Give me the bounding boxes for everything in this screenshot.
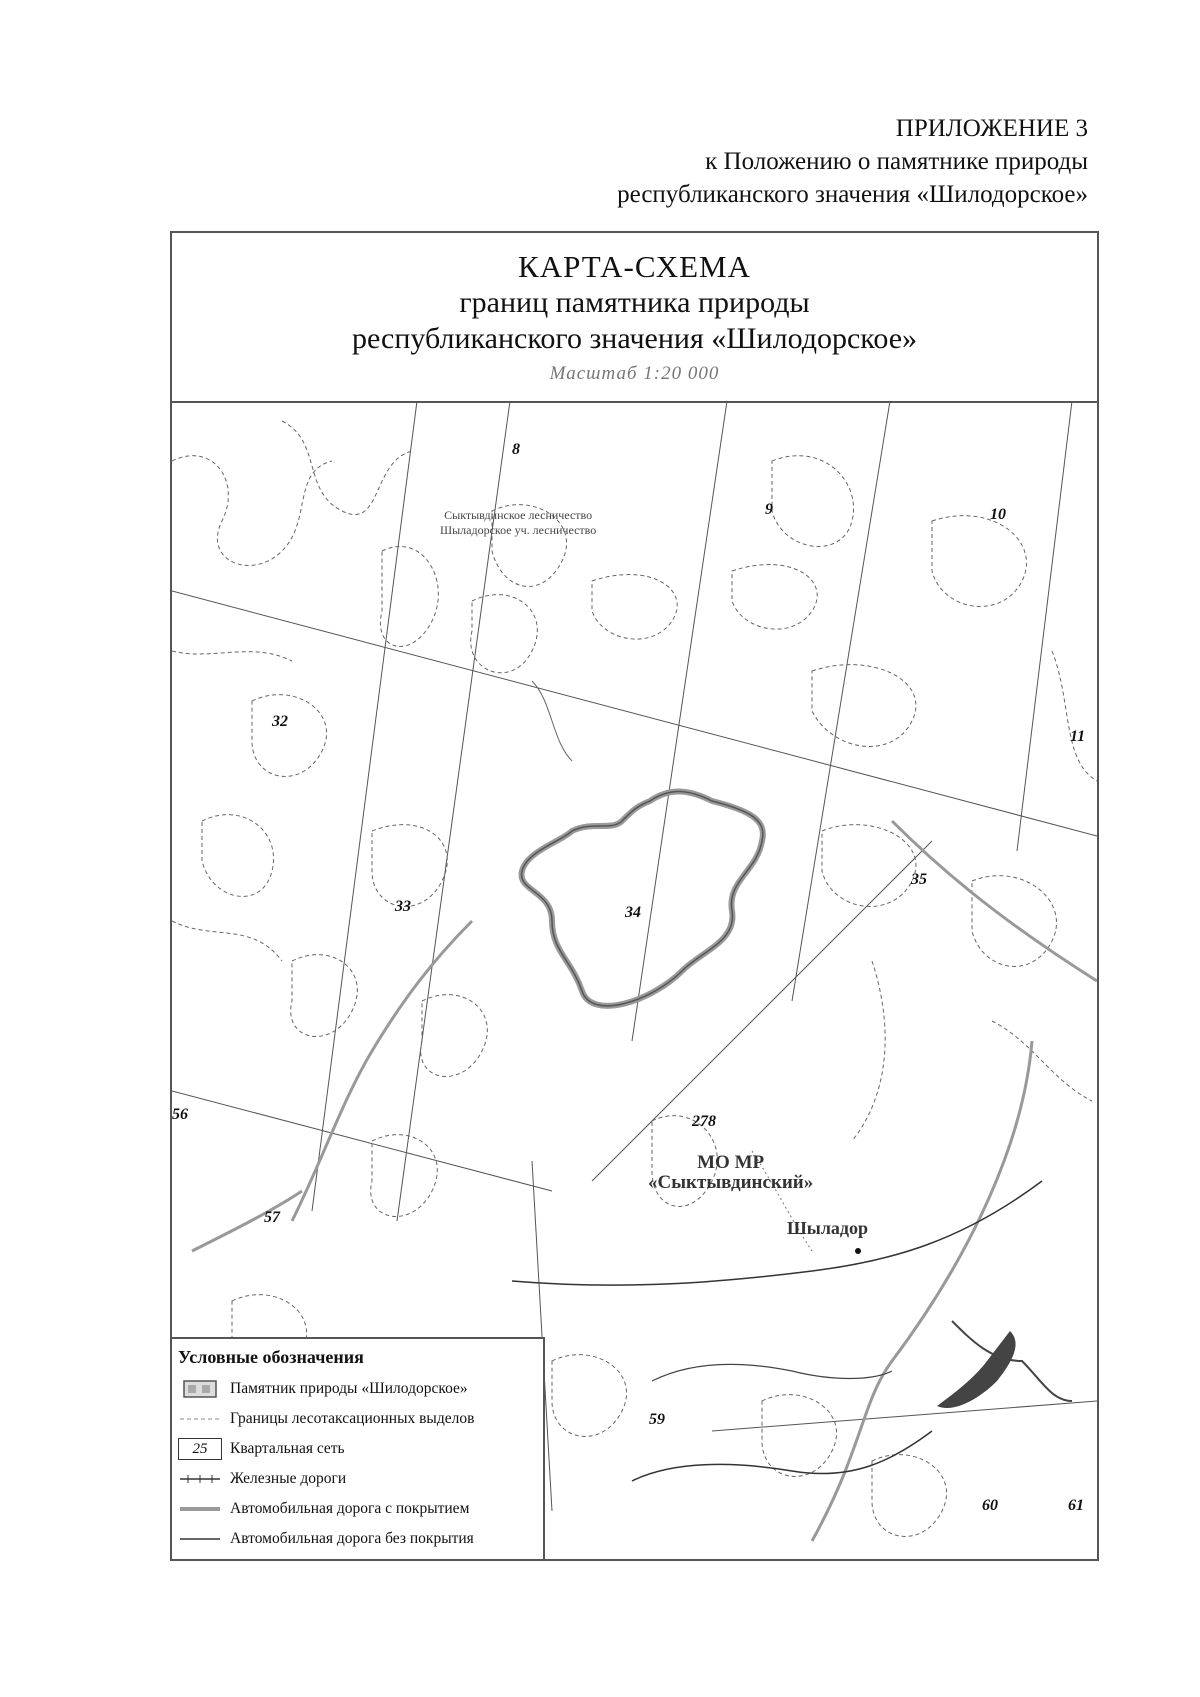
appendix-header — [617, 112, 1088, 211]
map-frame — [170, 231, 1099, 1561]
quarter-label: 35 — [911, 871, 927, 888]
unpaved-road-icon — [178, 1528, 222, 1550]
quarter-label: 61 — [1068, 1497, 1084, 1514]
legend-item-quarter-grid — [172, 1434, 543, 1464]
quarter-label-monument: 34 — [625, 904, 641, 921]
river-bank — [652, 1364, 892, 1381]
legend-item-monument — [172, 1374, 543, 1404]
legend-label: Автомобильная дорога с покрытием — [230, 1500, 470, 1517]
legend-label: Памятник природы «Шилодорское» — [230, 1380, 468, 1397]
municipality-name: «Сыктывдинский» — [648, 1172, 814, 1193]
quarter-label: 59 — [649, 1411, 665, 1428]
quarter-label: 57 — [264, 1209, 280, 1226]
forestry-district: Шыладорское уч. лесничество — [440, 523, 597, 537]
municipality-label — [648, 1153, 813, 1193]
monument-area-icon — [178, 1378, 222, 1400]
legend-label: Автомобильная дорога без покрытия — [230, 1530, 474, 1547]
quarter-label: 60 — [982, 1497, 998, 1514]
stream — [532, 681, 572, 761]
map-title-box — [172, 233, 1097, 403]
settlement-marker — [855, 1248, 861, 1254]
quarter-label: 10 — [990, 506, 1006, 523]
map-subtitle: границ памятника природы — [459, 286, 810, 319]
legend-label: Квартальная сеть — [230, 1440, 345, 1457]
map-scale: Масштаб 1:20 000 — [549, 363, 720, 384]
legend-label: Железные дороги — [230, 1470, 347, 1487]
map-subtitle-object: республиканского значения «Шилодорское» — [351, 322, 918, 355]
legend-title: Условные обозначения — [178, 1347, 364, 1367]
map-title: КАРТА-СХЕМА — [518, 249, 751, 284]
quarter-label: 278 — [692, 1113, 716, 1130]
paved-road-west — [192, 1191, 302, 1251]
legend-item-railway — [172, 1464, 543, 1494]
paved-road-path — [292, 921, 472, 1221]
municipality-type: МО МР — [697, 1152, 765, 1173]
quarter-grid-icon: 25 — [178, 1438, 222, 1460]
paved-road-south — [812, 1041, 1032, 1541]
appendix-reference: к Положению о памятнике природы — [705, 148, 1088, 175]
quarter-label: 9 — [765, 501, 773, 518]
unpaved-road-path — [512, 1181, 1042, 1285]
quarter-label: 8 — [512, 441, 520, 458]
legend-label: Границы лесотаксационных выделов — [230, 1410, 475, 1427]
forestry-name: Сыктывдинское лесничество — [444, 508, 593, 522]
legend-item-paved-road — [172, 1494, 543, 1524]
appendix-subject: республиканского значения «Шилодорское» — [617, 181, 1088, 208]
paved-road-icon — [178, 1498, 222, 1520]
legend — [172, 1337, 545, 1559]
legend-item-stand-boundary — [172, 1404, 543, 1434]
settlement-label: Шыладор — [787, 1218, 869, 1238]
quarter-label: 56 — [172, 1106, 188, 1123]
quarter-label: 32 — [272, 713, 288, 730]
appendix-number: ПРИЛОЖЕНИЕ 3 — [895, 115, 1088, 142]
quarter-label: 11 — [1070, 728, 1086, 745]
stand-boundary-icon — [178, 1408, 222, 1430]
forestry-label — [440, 508, 596, 538]
legend-item-unpaved-road — [172, 1524, 543, 1554]
paved-road-east — [892, 821, 1097, 981]
quarter-label: 33 — [395, 898, 411, 915]
railway-icon — [178, 1468, 222, 1490]
